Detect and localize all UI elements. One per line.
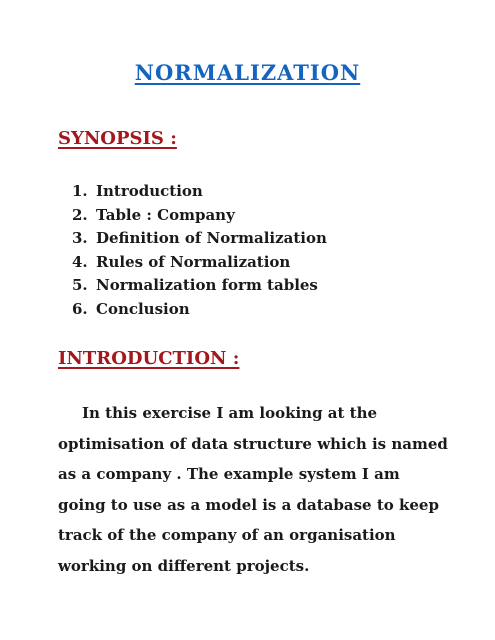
synopsis-item <box>72 227 327 251</box>
synopsis-item <box>72 251 327 275</box>
synopsis-item-number: 5. <box>72 276 88 294</box>
synopsis-item <box>72 180 327 204</box>
paragraph-line: as a company . The example system I am <box>58 465 400 483</box>
synopsis-item-number: 4. <box>72 252 88 271</box>
paragraph-line: working on different projects. <box>58 556 310 575</box>
document-title <box>0 58 495 88</box>
synopsis-item-label: Definition of Normalization <box>96 229 327 247</box>
synopsis-list <box>72 180 327 321</box>
paragraph-line: In this exercise I am looking at the <box>82 404 378 422</box>
synopsis-item-label: Conclusion <box>96 299 190 318</box>
synopsis-heading: SYNOPSIS : <box>58 128 177 149</box>
synopsis-item-label: Introduction <box>96 182 203 200</box>
synopsis-item-label: Normalization form tables <box>96 276 318 294</box>
paragraph-line: optimisation of data structure which is named <box>58 434 448 453</box>
paragraph-line: track of the company of an organisation <box>58 526 396 544</box>
synopsis-item-number: 3. <box>72 229 88 247</box>
synopsis-item <box>72 274 327 298</box>
introduction-heading: INTRODUCTION : <box>58 348 240 369</box>
synopsis-item-label: Table : Company <box>96 205 235 224</box>
synopsis-item-number: 1. <box>72 182 88 200</box>
paragraph-line: going to use as a model is a database to keep <box>58 495 439 514</box>
synopsis-item <box>72 298 327 322</box>
document-title-text: NORMALIZATION <box>134 60 361 85</box>
synopsis-item-number: 6. <box>72 299 88 318</box>
introduction-paragraph <box>58 398 458 581</box>
synopsis-item-label: Rules of Normalization <box>96 252 291 271</box>
synopsis-item-number: 2. <box>72 205 88 224</box>
synopsis-item <box>72 204 327 228</box>
